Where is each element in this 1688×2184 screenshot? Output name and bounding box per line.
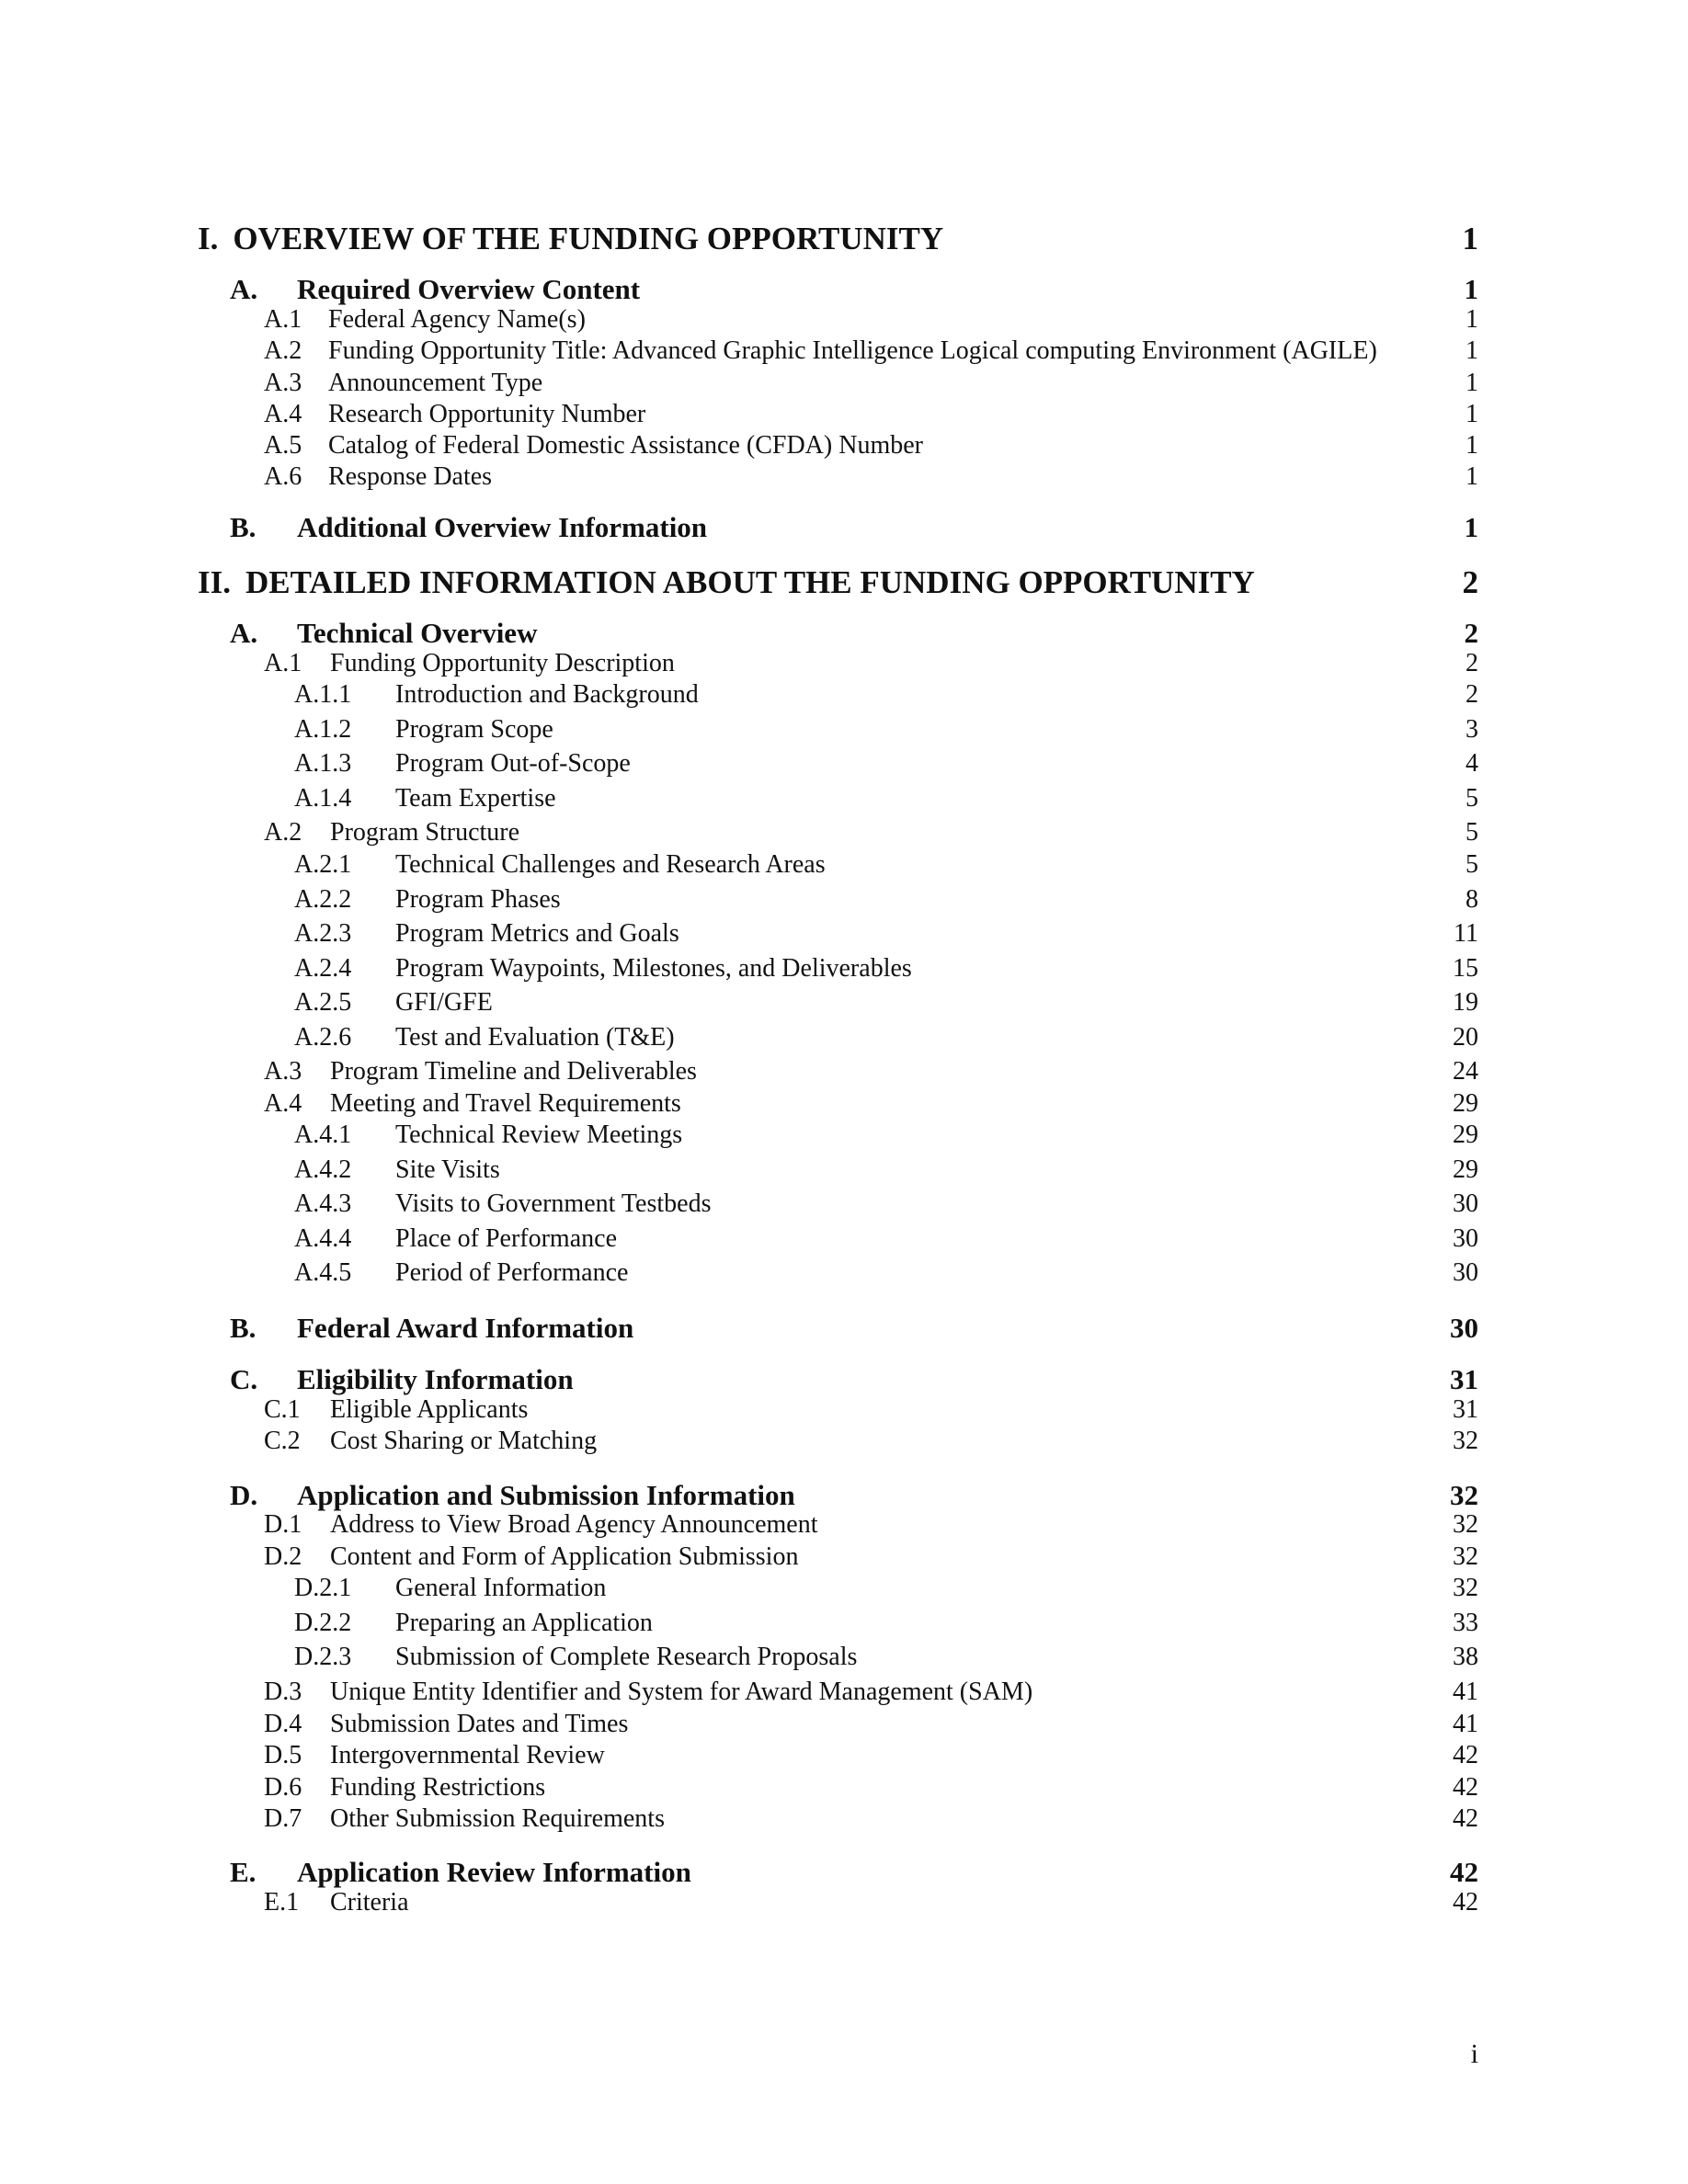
toc-entry-page: 20 [1453,1023,1478,1052]
toc-entry [264,1773,1478,1803]
toc-entry-number: A.4.5 [294,1258,352,1287]
toc-entry-number: A.6 [264,462,302,491]
toc-entry [264,431,1478,461]
toc-entry-number: C. [230,1363,258,1395]
toc-entry [230,1856,1478,1889]
toc-entry [264,649,1478,678]
toc-entry-page: 29 [1453,1089,1478,1118]
toc-entry [294,850,1478,880]
toc-entry-number: A.3 [264,1057,302,1086]
toc-entry-number: A.4.2 [294,1155,352,1184]
toc-entry-page: 3 [1466,715,1478,744]
toc-entry [264,1395,1478,1425]
toc-entry-page: 1 [1464,511,1478,543]
toc-entry-title: Federal Agency Name(s) [328,305,586,334]
toc-entry-page: 5 [1466,850,1478,879]
toc-entry-page: 42 [1450,1856,1478,1888]
toc-entry-page: 1 [1462,221,1478,256]
toc-entry-title: Cost Sharing or Matching [330,1427,598,1455]
toc-entry-title: Program Metrics and Goals [395,919,679,948]
toc-entry [264,1741,1478,1770]
toc-entry [294,715,1478,745]
toc-entry-title: Eligibility Information [297,1363,574,1395]
toc-entry-page: 1 [1464,273,1478,305]
toc-entry-page: 42 [1453,1804,1478,1833]
toc-entry-number: B. [230,1312,257,1344]
toc-entry-title: Program Phases [395,885,561,914]
toc-entry-number: A.2.3 [294,919,352,948]
toc-entry [294,1155,1478,1185]
toc-entry-title: Meeting and Travel Requirements [330,1089,681,1118]
toc-entry-page: 1 [1466,336,1478,365]
toc-entry-title: Place of Performance [395,1224,617,1253]
toc-entry-number: D.3 [264,1678,302,1706]
toc-entry-title: Submission of Complete Research Proposals [395,1643,858,1671]
toc-entry-number: A.1.3 [294,749,352,778]
toc-entry-title: Technical Challenges and Research Areas [395,850,826,879]
toc-entry-page: 1 [1466,369,1478,397]
toc-entry-title: Eligible Applicants [330,1395,529,1424]
toc-entry-page: 41 [1453,1710,1478,1738]
toc-entry [294,749,1478,779]
toc-entry-number: A.1.4 [294,784,352,813]
toc-entry-page: 2 [1462,564,1478,600]
toc-entry-page: 32 [1453,1427,1478,1455]
toc-entry-title: Application Review Information [297,1856,691,1888]
toc-entry-title: Intergovernmental Review [330,1741,605,1769]
toc-entry [294,1120,1478,1150]
toc-entry-number: A.1 [264,305,302,334]
toc-entry-title: Program Scope [395,715,553,744]
toc-entry-number: A.2.5 [294,988,352,1017]
toc-entry-page: 1 [1466,431,1478,460]
toc-entry-number: A.2.6 [294,1023,352,1052]
toc-entry-number: A.4 [264,400,302,428]
toc-entry [198,564,1478,601]
toc-entry-title: Period of Performance [395,1258,629,1287]
toc-entry-title: Funding Opportunity Description [330,649,675,677]
toc-entry [294,885,1478,915]
toc-entry-title: Criteria [330,1888,409,1917]
toc-entry-title: General Information [395,1574,607,1602]
toc-entry-number: B. [230,511,257,543]
toc-entry [264,400,1478,429]
toc-entry-number: D. [230,1479,258,1511]
toc-entry-page: 30 [1453,1224,1478,1253]
toc-entry-page: 24 [1453,1057,1478,1086]
toc-entry-number: A.4.3 [294,1189,352,1218]
toc-entry [264,369,1478,398]
toc-entry-title: Announcement Type [328,369,543,397]
toc-entry-title: Site Visits [395,1155,500,1184]
toc-entry-number: A.5 [264,431,302,460]
toc-entry-page: 2 [1466,649,1478,677]
toc-entry-title: Introduction and Background [395,680,699,709]
toc-entry-title: Address to View Broad Agency Announcement [330,1510,818,1539]
toc-entry [264,305,1478,335]
toc-entry-page: 8 [1466,885,1478,914]
toc-entry [264,1089,1478,1119]
toc-entry-page: 29 [1453,1155,1478,1184]
toc-entry [230,273,1478,306]
toc-entry-title: Other Submission Requirements [330,1804,665,1833]
toc-entry-page: 32 [1450,1479,1478,1511]
toc-entry-page: 31 [1450,1363,1478,1395]
toc-entry-number: A.3 [264,369,302,397]
toc-entry-title: GFI/GFE [395,988,493,1017]
toc-entry-title: Test and Evaluation (T&E) [395,1023,675,1052]
toc-entry [294,1224,1478,1254]
toc-entry-page: 38 [1453,1643,1478,1671]
toc-entry-number: A.4.4 [294,1224,352,1253]
toc-entry [294,1643,1478,1672]
toc-entry-number: D.2 [264,1542,302,1571]
toc-entry-page: 30 [1453,1258,1478,1287]
toc-entry-number: D.1 [264,1510,302,1539]
toc-entry [294,1258,1478,1288]
toc-entry [264,462,1478,492]
toc-entry-page: 42 [1453,1773,1478,1802]
toc-entry-number: C.2 [264,1427,301,1455]
toc-entry [294,919,1478,949]
toc-entry-number: A. [230,273,258,305]
toc-entry-title: Additional Overview Information [297,511,708,543]
toc-entry-number: A. [230,617,258,649]
toc-entry-page: 32 [1453,1542,1478,1571]
toc-entry-title: Program Timeline and Deliverables [330,1057,697,1086]
toc-entry-number: D.7 [264,1804,302,1833]
toc-entry-number: A.1.2 [294,715,352,744]
toc-entry [264,1542,1478,1572]
toc-entry-number: A.2.1 [294,850,352,879]
toc-entry [264,818,1478,847]
toc-entry [294,1574,1478,1603]
toc-entry-title: Visits to Government Testbeds [395,1189,712,1218]
toc-entry-title: Application and Submission Information [297,1479,795,1511]
toc-entry [230,1312,1478,1345]
toc-entry-number: E. [230,1856,257,1888]
toc-entry [294,784,1478,813]
toc-entry-page: 30 [1450,1312,1478,1344]
toc-entry-number: A.1 [264,649,302,677]
toc-entry-number: II. [198,564,231,600]
toc-entry-title: Technical Review Meetings [395,1120,683,1149]
toc-entry-page: 42 [1453,1888,1478,1917]
toc-entry-number: A.2 [264,818,302,847]
toc-entry-page: 41 [1453,1678,1478,1706]
toc-entry-number: D.2.2 [294,1609,352,1637]
toc-entry-number: D.2.3 [294,1643,352,1671]
toc-entry [230,1479,1478,1512]
toc-entry-title: Response Dates [328,462,493,491]
toc-entry-number: D.5 [264,1741,302,1769]
toc-entry-number: D.4 [264,1710,302,1738]
toc-entry-page: 1 [1466,462,1478,491]
toc-entry-page: 1 [1466,305,1478,334]
toc-entry-title: Submission Dates and Times [330,1710,629,1738]
toc-entry-page: 4 [1466,749,1478,778]
toc-entry-title: Unique Entity Identifier and System for Award Management (SAM) [330,1678,1033,1706]
toc-entry [264,1888,1478,1917]
toc-entry [230,1363,1478,1396]
toc-entry-page: 15 [1453,954,1478,983]
toc-entry-title: Program Waypoints, Milestones, and Deliverables [395,954,912,983]
toc-entry-title: Funding Restrictions [330,1773,546,1802]
toc-entry-title: Federal Award Information [297,1312,634,1344]
toc-entry [294,680,1478,710]
page-number: i [1470,2039,1478,2069]
toc-entry [198,221,1478,257]
toc-entry [294,954,1478,984]
toc-entry-page: 30 [1453,1189,1478,1218]
toc-entry-page: 32 [1453,1574,1478,1602]
toc-entry-page: 31 [1453,1395,1478,1424]
toc-entry-title: OVERVIEW OF THE FUNDING OPPORTUNITY [233,221,944,256]
toc-entry-title: Technical Overview [297,617,538,649]
toc-entry [294,1189,1478,1219]
toc-entry [230,617,1478,650]
toc-entry [294,1609,1478,1638]
toc-entry-number: A.2 [264,336,302,365]
toc-entry-title: Program Out-of-Scope [395,749,631,778]
toc-entry-page: 11 [1454,919,1478,948]
toc-entry-page: 33 [1453,1609,1478,1637]
toc-entry-number: D.2.1 [294,1574,352,1602]
toc-entry [264,1804,1478,1834]
toc-entry-number: A.4.1 [294,1120,352,1149]
toc-entry [264,1678,1478,1707]
toc-entry-page: 32 [1453,1510,1478,1539]
toc-entry-number: C.1 [264,1395,301,1424]
toc-entry-page: 2 [1464,617,1478,649]
toc-entry-number: A.2.4 [294,954,352,983]
toc-entry-page: 2 [1466,680,1478,709]
toc-entry-title: DETAILED INFORMATION ABOUT THE FUNDING OPPORTUNITY [245,564,1255,600]
toc-entry-number: A.4 [264,1089,302,1118]
toc-entry [294,1023,1478,1052]
toc-entry-title: Required Overview Content [297,273,641,305]
toc-entry-page: 5 [1466,818,1478,847]
toc-entry-title: Catalog of Federal Domestic Assistance (CFDA) Number [328,431,923,460]
toc-entry-page: 1 [1466,400,1478,428]
toc-entry-title: Research Opportunity Number [328,400,646,428]
toc-entry-page: 5 [1466,784,1478,813]
toc-entry-number: E.1 [264,1888,300,1917]
toc-entry [230,511,1478,544]
toc-entry-page: 42 [1453,1741,1478,1769]
toc-entry [264,1510,1478,1540]
toc-entry-number: D.6 [264,1773,302,1802]
toc-entry-number: I. [198,221,219,256]
toc-entry-title: Team Expertise [395,784,556,813]
toc-entry [264,336,1478,366]
toc-entry [264,1057,1478,1086]
toc-entry-number: A.2.2 [294,885,352,914]
toc-entry-page: 29 [1453,1120,1478,1149]
toc-entry-title: Preparing an Application [395,1609,653,1637]
toc-entry-number: A.1.1 [294,680,352,709]
toc-entry [264,1427,1478,1456]
toc-entry-title: Content and Form of Application Submission [330,1542,799,1571]
toc-entry-title: Program Structure [330,818,520,847]
toc-entry [264,1710,1478,1739]
toc-entry-page: 19 [1453,988,1478,1017]
toc-entry-title: Funding Opportunity Title: Advanced Graphic Intelligence Logical computing Environment (AGILE) [328,336,1377,365]
toc-entry [294,988,1478,1018]
